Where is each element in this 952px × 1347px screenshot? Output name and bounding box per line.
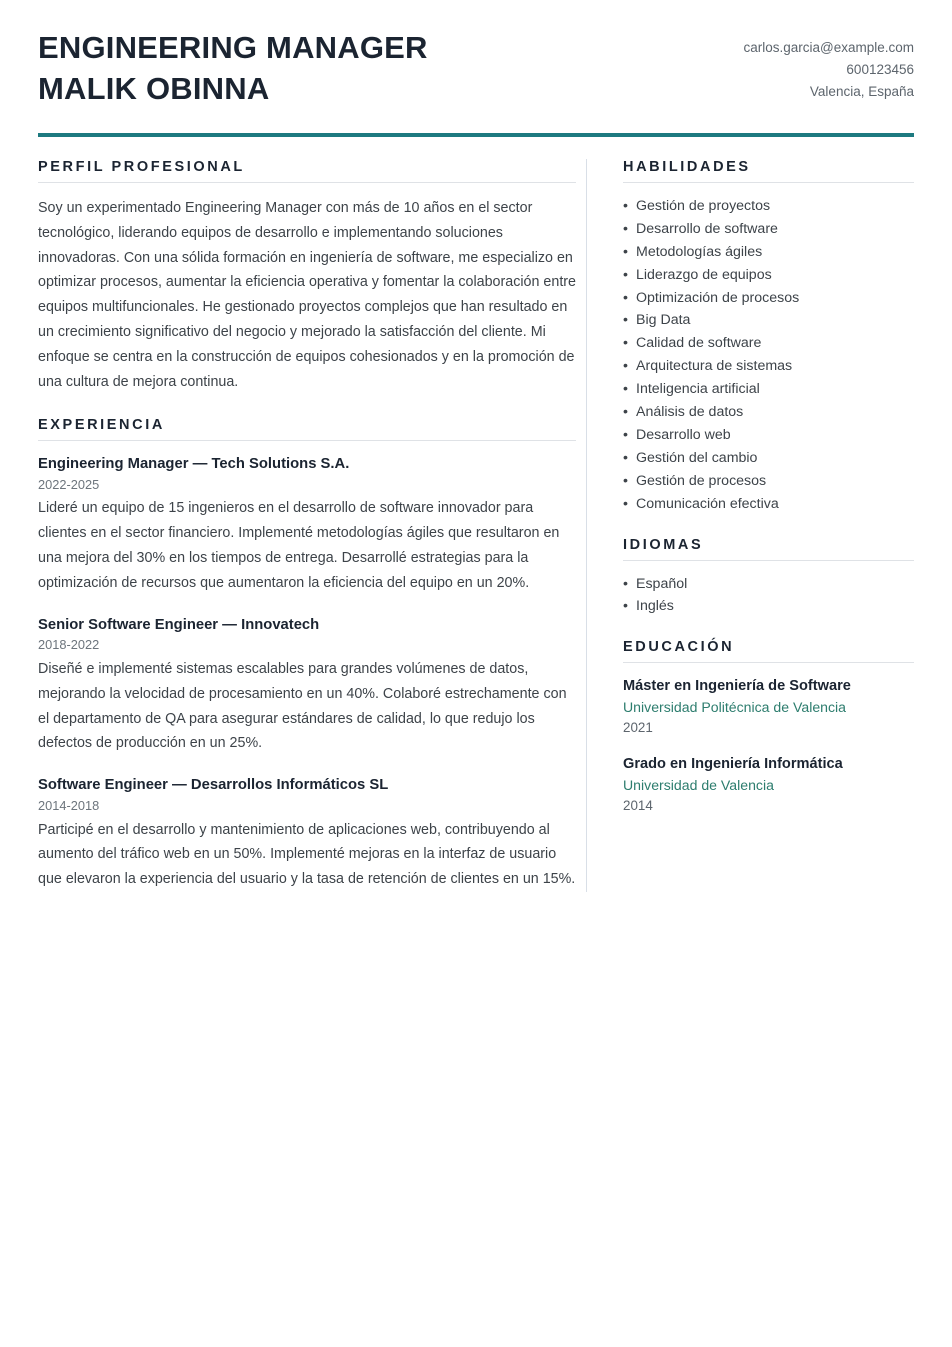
list-item: • Gestión del cambio bbox=[623, 448, 914, 469]
job-dates: 2022-2025 bbox=[38, 476, 100, 492]
list-item: • Gestión de procesos bbox=[623, 471, 914, 492]
main-column bbox=[38, 159, 586, 892]
languages-list bbox=[623, 574, 914, 618]
section-title-languages: IDIOMAS bbox=[623, 537, 914, 561]
resume-header bbox=[38, 0, 914, 110]
section-profile bbox=[38, 159, 576, 395]
list-item: • Metodologías ágiles bbox=[623, 242, 914, 263]
section-title-experience: EXPERIENCIA bbox=[38, 417, 576, 441]
column-divider bbox=[586, 159, 587, 892]
education-degree: Máster en Ingeniería de Software bbox=[623, 678, 851, 695]
profile-text: Soy un experimentado Engineering Manager con más de 10 años en el sector tecnológico, liderando equipos de desarrollo e implementando soluciones innovadoras. Con una sólida formación en ingeniería de software, me especializo en optimizar procesos, aumentar la eficiencia operativa y fomentar la colaboración entre equipos multifuncionales. He gestionado proyectos complejos que han resultado en un crecimiento significativo del negocio y mejorado la satisfacción del cliente. Mi enfoque se centra en la construcción de equipos cohesionados y en la promoción de una cultura de mejora continua. bbox=[38, 199, 576, 390]
list-item: • Inteligencia artificial bbox=[623, 379, 914, 400]
sidebar-column bbox=[623, 159, 914, 816]
section-skills bbox=[623, 159, 914, 515]
job-title: Engineering Manager — Tech Solutions S.A. bbox=[38, 455, 350, 472]
education-school: Universidad Politécnica de Valencia bbox=[623, 698, 847, 715]
list-item: • Inglés bbox=[623, 596, 914, 617]
contact-email: carlos.garcia@example.com bbox=[743, 40, 914, 55]
job-description: Participé en el desarrollo y mantenimiento de aplicaciones web, contribuyendo al aumento del tráfico web en un 50%. Implementé mejoras en la interfaz de usuario que elevaron la experiencia del usuario y la tasa de retención de clientes en un 15%. bbox=[38, 821, 576, 888]
section-languages bbox=[623, 537, 914, 618]
education-school: Universidad de Valencia bbox=[623, 776, 774, 793]
list-item: • Desarrollo web bbox=[623, 425, 914, 446]
job-description: Lideré un equipo de 15 ingenieros en el desarrollo de software innovador para clientes en el sector financiero. Implementé metodologías ágiles que resultaron en una mejora del 30% en los tiempos de entrega. Desarrollé estrategias para la optimización de recursos que aumentaron la eficiencia del equipo en un 20%. bbox=[38, 500, 560, 591]
contact-block bbox=[743, 28, 914, 103]
name-block bbox=[38, 28, 428, 110]
education-degree: Grado en Ingeniería Informática bbox=[623, 756, 843, 773]
job-dates: 2018-2022 bbox=[38, 637, 100, 653]
job-title: Software Engineer — Desarrollos Informáticos SL bbox=[38, 777, 389, 794]
list-item: • Calidad de software bbox=[623, 333, 914, 354]
contact-phone: 600123456 bbox=[846, 61, 914, 77]
list-item: • Arquitectura de sistemas bbox=[623, 356, 914, 377]
candidate-name: MALIK OBINNA bbox=[38, 70, 270, 106]
experience-entry bbox=[38, 775, 576, 892]
skills-list bbox=[623, 196, 914, 515]
resume-body bbox=[38, 159, 914, 892]
job-dates: 2014-2018 bbox=[38, 798, 100, 814]
job-title: Senior Software Engineer — Innovatech bbox=[38, 616, 320, 633]
list-item: • Comunicación efectiva bbox=[623, 494, 914, 515]
list-item: • Big Data bbox=[623, 310, 914, 331]
experience-entry bbox=[38, 454, 576, 596]
experience-entry bbox=[38, 615, 576, 757]
section-experience bbox=[38, 417, 576, 892]
education-year: 2014 bbox=[623, 798, 653, 814]
list-item: • Liderazgo de equipos bbox=[623, 265, 914, 286]
education-year: 2021 bbox=[623, 720, 653, 736]
education-entry bbox=[623, 754, 914, 816]
list-item: • Gestión de proyectos bbox=[623, 196, 914, 217]
section-title-skills: HABILIDADES bbox=[623, 159, 914, 183]
section-title-profile: PERFIL PROFESIONAL bbox=[38, 159, 576, 183]
list-item: • Análisis de datos bbox=[623, 402, 914, 423]
section-title-education: EDUCACIÓN bbox=[623, 639, 914, 663]
list-item: • Desarrollo de software bbox=[623, 219, 914, 240]
job-description: Diseñé e implementé sistemas escalables para grandes volúmenes de datos, mejorando la velocidad de procesamiento en un 40%. Colaboré estrechamente con el departamento de QA para asegurar estándares de calidad, lo que redujo los defectos de producción en un 25%. bbox=[38, 660, 567, 752]
list-item: • Optimización de procesos bbox=[623, 288, 914, 309]
section-education bbox=[623, 639, 914, 816]
contact-location: Valencia, España bbox=[809, 83, 914, 99]
page-title: ENGINEERING MANAGER bbox=[38, 30, 428, 65]
accent-divider-bar bbox=[38, 133, 914, 137]
education-entry bbox=[623, 676, 914, 738]
list-item: • Español bbox=[623, 574, 914, 595]
